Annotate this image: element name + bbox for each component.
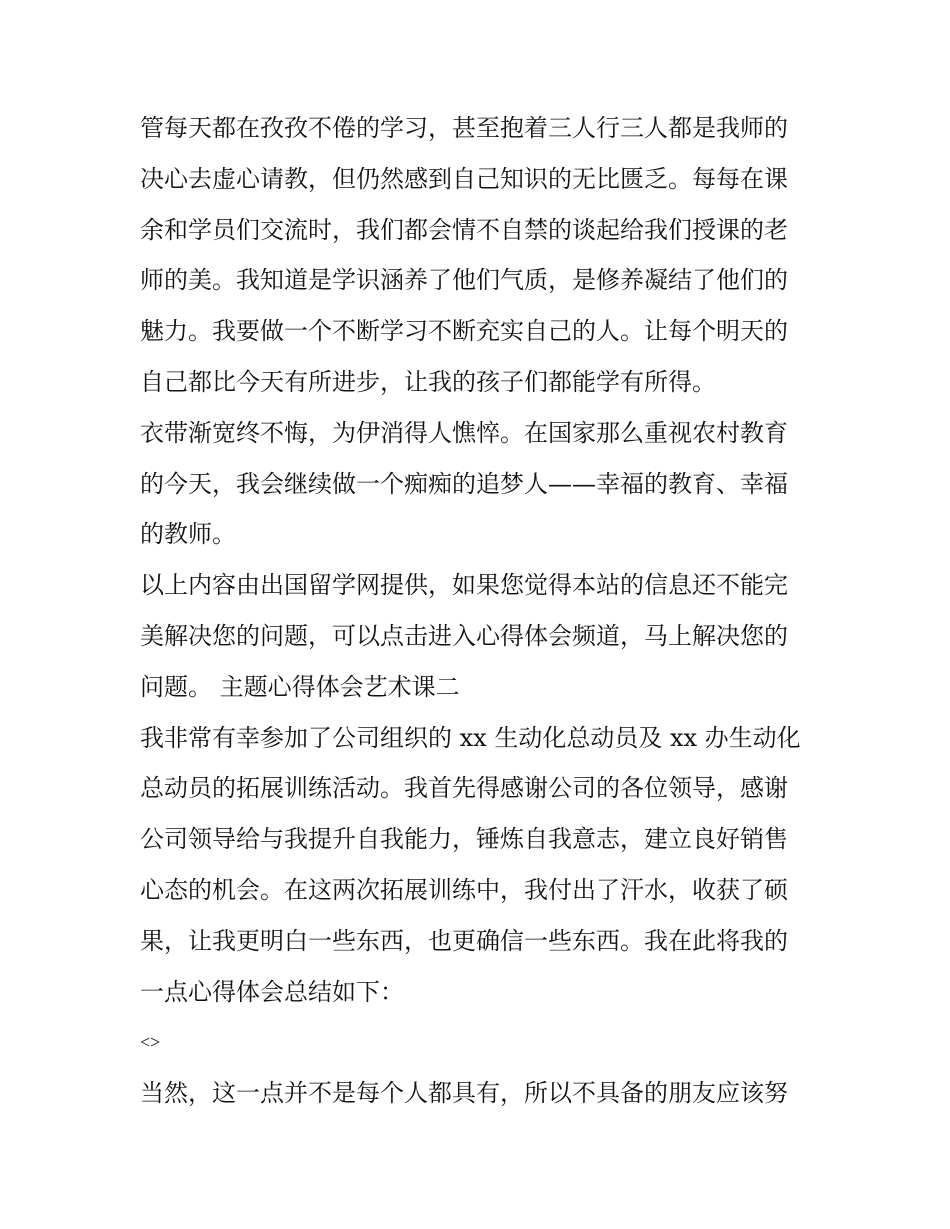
text-line: 果，让我更明白一些东西，也更确信一些东西。我在此将我的 [140, 926, 788, 955]
text-line: 以上内容由出国留学网提供，如果您觉得本站的信息还不能完 [140, 571, 788, 600]
document-body [140, 103, 820, 1119]
text-line: 一点心得体会总结如下： [140, 977, 404, 1006]
text-line: 自己都比今天有所进步，让我的孩子们都能学有所得。 [140, 367, 716, 396]
text-line: 决心去虚心请教，但仍然感到自己知识的无比匮乏。每每在课 [140, 164, 788, 193]
text-line: 我非常有幸参加了公司组织的 xx 生动化总动员及 xx 办生动化 [140, 723, 801, 752]
text-line: 公司领导给与我提升自我能力，锤炼自我意志，建立良好销售 [140, 825, 788, 854]
text-line: 的教师。 [140, 520, 236, 549]
symbol-line: <> [140, 1032, 161, 1053]
text-line: 问题。 主题心得体会艺术课二 [140, 672, 460, 701]
text-line: 美解决您的问题，可以点击进入心得体会频道，马上解决您的 [140, 621, 788, 650]
text-line: 总动员的拓展训练活动。我首先得感谢公司的各位领导，感谢 [140, 774, 788, 803]
text-line: 管每天都在孜孜不倦的学习，甚至抱着三人行三人都是我师的 [140, 114, 788, 142]
text-line: 当然，这一点并不是每个人都具有，所以不具备的朋友应该努 [140, 1079, 788, 1108]
text-line: 余和学员们交流时，我们都会情不自禁的谈起给我们授课的老 [140, 215, 788, 244]
text-line: 衣带渐宽终不悔，为伊消得人憔悴。在国家那么重视农村教育 [140, 418, 788, 447]
text-line: 心态的机会。在这两次拓展训练中，我付出了汗水，收获了硕 [140, 875, 788, 904]
text-line: 的今天，我会继续做一个痴痴的追梦人——幸福的教育、幸福 [140, 469, 788, 498]
text-line: 师的美。我知道是学识涵养了他们气质，是修养凝结了他们的 [140, 266, 788, 295]
text-line: 魅力。我要做一个不断学习不断充实自己的人。让每个明天的 [140, 317, 788, 346]
